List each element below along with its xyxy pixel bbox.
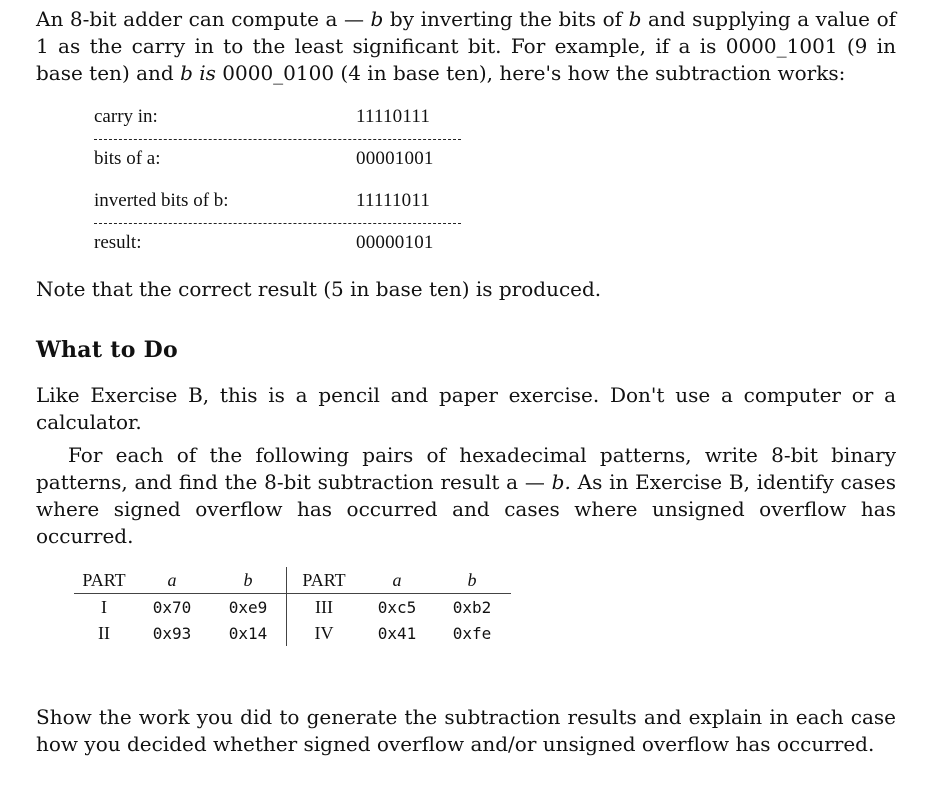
bits-a-label: bits of a: (94, 148, 161, 169)
instructions-paragraph-1: Like Exercise B, this is a pencil and paper exercise. Don't use a computer or a calculator. (36, 383, 896, 434)
header-part-right: PART (287, 567, 362, 594)
instructions-paragraph-2 (36, 442, 896, 550)
intro-var-b1: b (370, 7, 384, 31)
dashed-divider-1 (94, 139, 461, 140)
hex-b: 0xfe (452, 623, 492, 643)
table-row (74, 594, 511, 621)
part-label: I (101, 596, 107, 617)
hex-a: 0x93 (152, 623, 192, 643)
inverted-b-value: 11111011 (356, 190, 431, 211)
bits-a-value: 00001001 (356, 148, 434, 169)
instructions-text-a: For each of the following pairs of hexadecimal patterns, write 8-bit binary patterns, and find the 8-bit subtraction result a — (36, 443, 896, 494)
dashed-divider-2 (94, 223, 461, 224)
hex-pairs-table (74, 567, 511, 646)
inverted-b-label: inverted bits of b: (94, 190, 229, 211)
carry-in-row (94, 106, 474, 130)
intro-var-b2: b (628, 7, 642, 31)
result-row (94, 232, 474, 256)
header-part-left: PART (74, 567, 134, 594)
carry-in-value: 11110111 (356, 106, 431, 127)
instructions-text-b: As in Exercise B, identify cases where signed overflow has occurred and cases where unsigned overflow has occurred. (36, 470, 897, 548)
note-text: Note that the correct result (5 in base ten) is produced. (36, 277, 602, 301)
header-a-left: a (134, 567, 210, 594)
result-value: 00000101 (356, 232, 434, 253)
table-row (74, 620, 511, 646)
hex-b: 0xb2 (452, 597, 492, 617)
hex-b: 0x14 (210, 620, 287, 646)
intro-var-b3: b is (180, 61, 216, 85)
intro-text-4: 0000_0100 (4 in base ten), here's how the subtraction works: (222, 61, 846, 85)
carry-in-label: carry in: (94, 106, 158, 127)
hex-a: 0x70 (152, 597, 192, 617)
inverted-b-row (94, 190, 474, 214)
part-label: II (98, 622, 110, 643)
bits-a-row (94, 148, 474, 172)
result-label: result: (94, 232, 142, 253)
hex-a: 0x41 (377, 623, 417, 643)
section-heading: What to Do (36, 337, 179, 363)
part-label: IV (314, 622, 334, 643)
table-header-row (74, 567, 511, 594)
instructions-var-b: b. (551, 470, 571, 494)
hex-b: 0xe9 (210, 594, 287, 621)
header-a-right: a (361, 567, 433, 594)
intro-text-1: An 8-bit adder can compute a — (36, 7, 364, 31)
part-label: III (315, 596, 333, 617)
closing-paragraph: Show the work you did to generate the subtraction results and explain in each case how you decided whether signed overflow and/or unsigned overflow has occurred. (36, 705, 896, 756)
header-b-right: b (433, 567, 511, 594)
intro-text-2: by inverting the bits of (389, 7, 623, 31)
header-b-left: b (210, 567, 287, 594)
intro-text-3: and supplying a value of 1 as the carry in to the least significant bit. For example, if a is 0000_1001 (9 in base ten) and (36, 7, 897, 85)
intro-paragraph (36, 6, 896, 87)
hex-a: 0xc5 (377, 597, 417, 617)
